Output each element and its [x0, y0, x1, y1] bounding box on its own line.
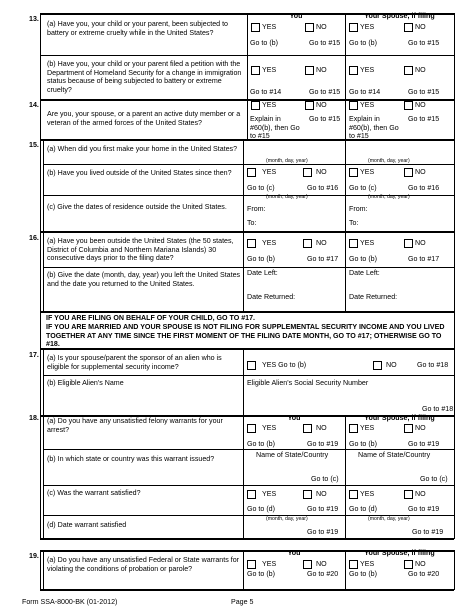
q18c-spouse-yes-checkbox[interactable] [349, 490, 358, 499]
q15c-you-from-label: From: [247, 205, 266, 213]
q13b-you-no-goto: Go to #15 [309, 88, 341, 96]
no-label: NO [316, 239, 327, 247]
q17a-no-checkbox[interactable] [373, 361, 382, 370]
no-label: NO [316, 23, 327, 31]
q18a-spouse-yes-goto: Go to (b) [349, 440, 377, 448]
q19-number: 19. [29, 552, 39, 560]
no-label: NO [316, 490, 327, 498]
q18d-you-date-hint: (month, day, year) [266, 516, 308, 522]
q14-spouse-no-goto: Go to #15 [408, 115, 440, 123]
yes-label: YES [262, 23, 277, 31]
q18b-you-label: Name of State/Country [256, 451, 329, 459]
q18a-you-no-checkbox[interactable] [303, 424, 312, 433]
q16a-spouse-yes-goto: Go to (b) [349, 255, 377, 263]
q18b-text: (b) In which state or country was this warrant issued? [47, 455, 215, 463]
yes-label: YES [360, 424, 375, 432]
yes-label: YES [360, 101, 375, 109]
q18c-spouse-no-goto: Go to #19 [408, 505, 440, 513]
q18a-you-no-goto: Go to #19 [307, 440, 339, 448]
q16a-you-no-goto: Go to #17 [307, 255, 339, 263]
q18b-spouse-goto: Go to (c) [420, 475, 448, 483]
q13b-text: (b) Have you, your child or your parent filed a petition with the Department of Homeland Security for a change in immigration status because of being subjected to battery or extreme cruelty? [47, 60, 242, 94]
q18d-spouse-goto: Go to #19 [412, 528, 444, 536]
q18d-you-goto: Go to #19 [307, 528, 339, 536]
q17b-label: (b) Eligible Alien's Name [47, 379, 124, 387]
q16a-spouse-no-checkbox[interactable] [404, 239, 413, 248]
q18d-text: (d) Date warrant satisfied [47, 521, 127, 529]
no-label: NO [316, 101, 327, 109]
q14-you-yes-note: Explain in #60(b), then Go to #15 [250, 115, 300, 141]
q18a-spouse-no-checkbox[interactable] [404, 424, 413, 433]
yes-label: YES [360, 560, 375, 568]
q15c-spouse-from-label: From: [349, 205, 368, 213]
no-label: NO [316, 424, 327, 432]
q15c-text: (c) Give the dates of residence outside the United States. [47, 203, 227, 211]
q14-spouse-no-checkbox[interactable] [404, 101, 413, 110]
q17a-yes-checkbox[interactable] [247, 361, 256, 370]
q17b-goto: Go to #18 [422, 405, 454, 413]
q18b-you-goto: Go to (c) [311, 475, 339, 483]
yes-label: YES [360, 168, 375, 176]
yes-label: YES [262, 66, 277, 74]
no-label: NO [415, 168, 426, 176]
yes-label: YES [360, 23, 375, 31]
yes-label: YES [262, 490, 277, 498]
q18c-you-no-checkbox[interactable] [303, 490, 312, 499]
q18d-spouse-date-hint: (month, day, year) [368, 516, 410, 522]
form-number: Form SSA-8000-BK (01-2012) [22, 598, 118, 606]
q13a-you-yes-goto: Go to (b) [250, 39, 278, 47]
q15c-you-to-label: To: [247, 219, 257, 227]
q18c-spouse-no-checkbox[interactable] [404, 490, 413, 499]
q15a-spouse-date-hint: (month, day, year) [368, 158, 410, 164]
q17-number: 17. [29, 351, 39, 359]
q14-number: 14. [29, 101, 39, 109]
q19-spouse-yes-checkbox[interactable] [349, 560, 358, 569]
q13a-spouse-no-goto: Go to #15 [408, 39, 440, 47]
q15b-you-yes-checkbox[interactable] [247, 168, 256, 177]
q17a-text: (a) Is your spouse/parent the sponsor of an alien who is eligible for supplemental security income? [47, 354, 222, 371]
q13a-spouse-yes-checkbox[interactable] [349, 23, 358, 32]
yes-label: YES [262, 168, 277, 176]
q19-you-yes-checkbox[interactable] [247, 560, 256, 569]
q18c-text: (c) Was the warrant satisfied? [47, 489, 141, 497]
no-label: NO [415, 101, 426, 109]
q15b-spouse-no-goto: Go to #16 [408, 184, 440, 192]
q18c-you-yes-goto: Go to (d) [247, 505, 275, 513]
q19-you-yes-goto: Go to (b) [247, 570, 275, 578]
q16b-text: (b) Give the date (month, day, year) you left the United States and the date you returned to the United States. [47, 271, 241, 288]
q19-col-spouse-header: Your Spouse, if filing [364, 549, 435, 557]
q18c-spouse-yes-goto: Go to (d) [349, 505, 377, 513]
q13b-you-yes-goto: Go to #14 [250, 88, 282, 96]
q15a-text: (a) When did you first make your home in the United States? [47, 145, 238, 153]
col-you-header: You [289, 12, 303, 20]
q13b-you-yes-checkbox[interactable] [251, 66, 260, 75]
yes-label: YES [262, 424, 277, 432]
q15b-spouse-yes-checkbox[interactable] [349, 168, 358, 177]
q15b-you-yes-goto: Go to (c) [247, 184, 275, 192]
q13a-spouse-no-checkbox[interactable] [404, 23, 413, 32]
instruction-line2: IF YOU ARE MARRIED AND YOUR SPOUSE IS NOT FILING FOR SUPPLEMENTAL SECURITY INCOME AND YOU LIVED TOGETHER AT ANY TIME SINCE THE FIRST MOMENT OF THE FILING DATE MONTH, GO TO #17; OTHERWISE GO TO #18. [46, 323, 445, 349]
q13a-you-no-checkbox[interactable] [305, 23, 314, 32]
q19-text: (a) Do you have any unsatisfied Federal or State warrants for violating the conditions of probation or parole? [47, 556, 240, 573]
q13b-spouse-no-goto: Go to #15 [408, 88, 440, 96]
q13-number: 13. [29, 15, 39, 23]
q16a-you-yes-goto: Go to (b) [247, 255, 275, 263]
q18a-you-yes-checkbox[interactable] [247, 424, 256, 433]
q14-spouse-yes-checkbox[interactable] [349, 101, 358, 110]
q15c-spouse-to-label: To: [349, 219, 359, 227]
q13a-you-yes-checkbox[interactable] [251, 23, 260, 32]
q14-you-no-checkbox[interactable] [305, 101, 314, 110]
q15b-text: (b) Have you lived outside of the United States since then? [47, 169, 232, 177]
no-label: NO [415, 424, 426, 432]
q13b-spouse-no-checkbox[interactable] [404, 66, 413, 75]
q16b-you-returned-label: Date Returned: [247, 293, 296, 301]
q16a-you-no-checkbox[interactable] [303, 239, 312, 248]
q16-number: 16. [29, 234, 39, 242]
q16b-spouse-returned-label: Date Returned: [349, 293, 398, 301]
yes-label: YES [360, 66, 375, 74]
q18b-spouse-label: Name of State/Country [358, 451, 431, 459]
q16b-you-left-label: Date Left: [247, 269, 278, 277]
q15b-spouse-no-checkbox[interactable] [404, 168, 413, 177]
q19-spouse-no-goto: Go to #20 [408, 570, 440, 578]
q13b-spouse-yes-checkbox[interactable] [349, 66, 358, 75]
yes-label: YES [360, 239, 375, 247]
q17a-no-goto: Go to #18 [417, 361, 449, 369]
no-label: NO [415, 490, 426, 498]
no-label: NO [415, 23, 426, 31]
q19-you-no-goto: Go to #20 [307, 570, 339, 578]
q14-you-yes-checkbox[interactable] [251, 101, 260, 110]
q19-spouse-no-checkbox[interactable] [404, 560, 413, 569]
q18c-you-yes-checkbox[interactable] [247, 490, 256, 499]
q13a-text: (a) Have you, your child or your parent, been subjected to battery or extreme cruelty while in the United States? [47, 20, 228, 37]
q18a-text: (a) Do you have any unsatisfied felony warrants for your arrest? [47, 417, 223, 434]
no-label: NO [316, 168, 327, 176]
no-label: NO [415, 560, 426, 568]
q14-text: Are you, your spouse, or a parent an active duty member or a veteran of the armed forces of the United States? [47, 110, 241, 127]
q16b-spouse-left-label: Date Left: [349, 269, 380, 277]
no-label: NO [415, 66, 426, 74]
q19-spouse-yes-goto: Go to (b) [349, 570, 377, 578]
q18-number: 18. [29, 414, 39, 422]
q15c-spouse-date-hint: (month, day, year) [368, 194, 410, 200]
no-label: NO [415, 239, 426, 247]
q16a-spouse-no-goto: Go to #17 [408, 255, 440, 263]
q15b-you-no-goto: Go to #16 [307, 184, 339, 192]
q16a-spouse-yes-checkbox[interactable] [349, 239, 358, 248]
no-label: NO [386, 361, 397, 369]
q16a-you-yes-checkbox[interactable] [247, 239, 256, 248]
page-number: Page 5 [231, 598, 254, 606]
q15-number: 15. [29, 141, 39, 149]
q19-col-you-header: You [287, 549, 301, 557]
q18a-spouse-no-goto: Go to #19 [408, 440, 440, 448]
q18-col-spouse-header: Your Spouse, if filing [364, 414, 435, 422]
q19-you-no-checkbox[interactable] [303, 560, 312, 569]
q15b-spouse-yes-goto: Go to (c) [349, 184, 377, 192]
q14-spouse-yes-note: Explain in #60(b), then Go to #15 [349, 115, 399, 141]
q15b-you-no-checkbox[interactable] [303, 168, 312, 177]
yes-label: YES [262, 101, 277, 109]
q13a-you-no-goto: Go to #15 [309, 39, 341, 47]
col-spouse-header: Your Spouse, if filing [364, 12, 435, 20]
yes-label: YES [262, 239, 277, 247]
q17b-ssn-label: Eligible Alien's Social Security Number [247, 379, 369, 387]
yes-label: YES [262, 560, 277, 568]
q17a-yes-goto: YES Go to (b) [262, 361, 307, 369]
q18-col-you-header: You [287, 414, 301, 422]
no-label: NO [316, 560, 327, 568]
instruction-line1: IF YOU ARE FILING ON BEHALF OF YOUR CHILD, GO TO #17. [46, 314, 256, 322]
q13a-spouse-yes-goto: Go to (b) [349, 39, 377, 47]
q18c-you-no-goto: Go to #19 [307, 505, 339, 513]
q16a-text: (a) Have you been outside the United States (the 50 states, District of Columbia and Northern Mariana Islands) 30 consecutive days prior to the filing date? [47, 237, 234, 263]
no-label: NO [316, 66, 327, 74]
q18a-you-yes-goto: Go to (b) [247, 440, 275, 448]
yes-label: YES [360, 490, 375, 498]
q13b-you-no-checkbox[interactable] [305, 66, 314, 75]
q15a-you-date-hint: (month, day, year) [266, 158, 308, 164]
q14-you-no-goto: Go to #15 [309, 115, 341, 123]
q15c-you-date-hint: (month, day, year) [266, 194, 308, 200]
q18a-spouse-yes-checkbox[interactable] [349, 424, 358, 433]
q13b-spouse-yes-goto: Go to #14 [349, 88, 381, 96]
